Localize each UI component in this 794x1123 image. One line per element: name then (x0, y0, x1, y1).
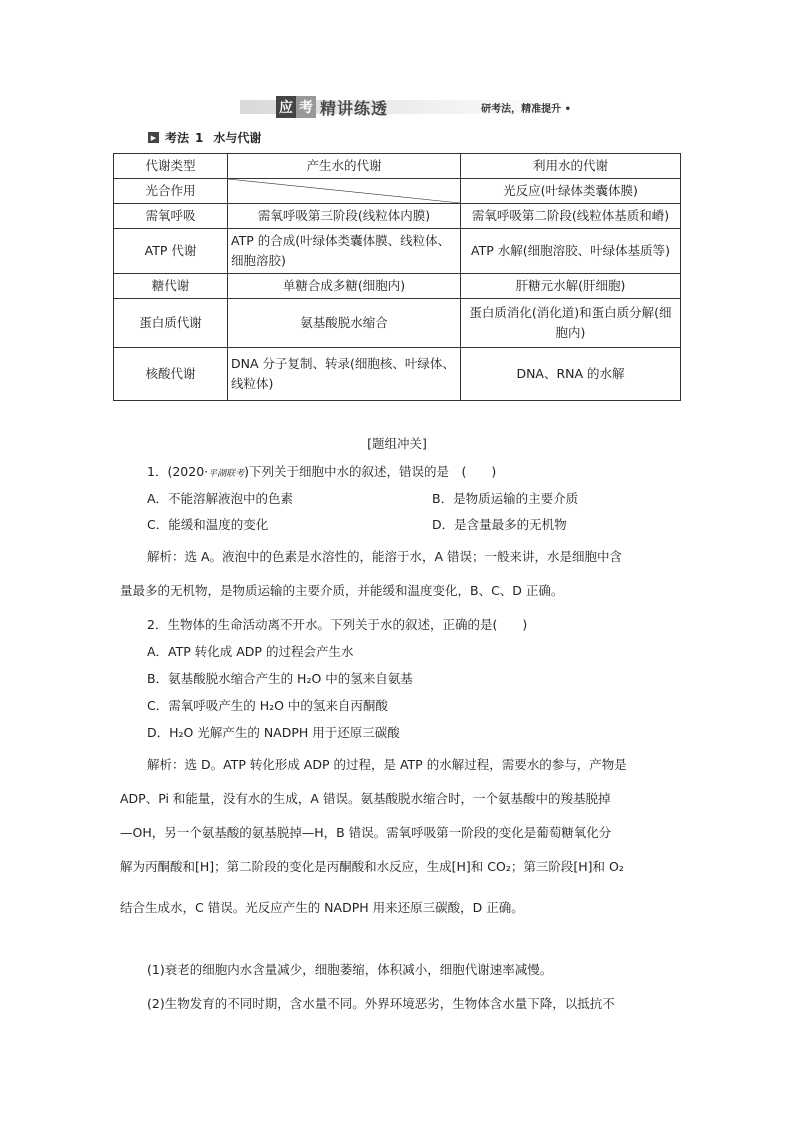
banner-kao: 考 (296, 96, 316, 118)
table-cell: 需氧呼吸第二阶段(线粒体基质和嵴) (461, 204, 681, 229)
q1-option-b: B．是物质运输的主要介质 (432, 491, 579, 506)
section-banner (230, 97, 575, 117)
q1-option-a: A．不能溶解液泡中的色素 (147, 491, 294, 506)
table-cell: 核酸代谢 (114, 348, 228, 401)
table-row (114, 274, 681, 299)
q1-option-c: C．能缓和温度的变化 (147, 517, 269, 532)
table-row (114, 179, 681, 204)
banner-ying: 应 (276, 96, 296, 118)
q2-option-c: C．需氧呼吸产生的 H₂O 中的氢来自丙酮酸 (147, 698, 388, 713)
table-cell: 肝糖元水解(肝细胞) (461, 274, 681, 299)
banner-slogan: 研考法，精准提升 • (481, 104, 571, 115)
table-cell: DNA 分子复制、转录(细胞核、叶绿体、线粒体) (228, 348, 461, 401)
diagonal-line (228, 179, 460, 203)
diagonal-empty-cell (228, 179, 461, 204)
table-cell: 光合作用 (114, 179, 228, 204)
table-cell: ATP 代谢 (114, 229, 228, 274)
q2-explanation-line: 解为丙酮酸和[H]；第二阶段的变化是丙酮酸和水反应，生成[H]和 CO₂；第三阶段[H]和 O₂ (120, 859, 624, 874)
q2-explanation-line: ADP、Pi 和能量，没有水的生成，A 错误。氨基酸脱水缩合时，一个氨基酸中的羧基脱掉 (120, 791, 611, 806)
note-paragraph: (2)生物发育的不同时期，含水量不同。外界环境恶劣，生物体含水量下降，以抵抗不 (147, 996, 615, 1011)
table-cell: ATP 的合成(叶绿体类囊体膜、线粒体、细胞溶胶) (228, 229, 461, 274)
table-cell: 单糖合成多糖(细胞内) (228, 274, 461, 299)
table-header-cell: 代谢类型 (114, 154, 228, 179)
table-cell: 需氧呼吸第三阶段(线粒体内膜) (228, 204, 461, 229)
method-heading (148, 129, 261, 146)
q1-explanation-line: 解析：选 A。液泡中的色素是水溶性的，能溶于水，A 错误；一般来讲，水是细胞中含 (147, 549, 623, 564)
q2-stem: 2．生物体的生命活动离不开水。下列关于水的叙述，正确的是( ) (147, 617, 528, 632)
method-label: 考法 (165, 131, 190, 145)
table-row (114, 299, 681, 348)
q1-stem (147, 462, 496, 480)
q1-explanation-line: 量最多的无机物，是物质运输的主要介质，并能缓和温度变化，B、C、D 正确。 (120, 583, 564, 598)
table-row (114, 229, 681, 274)
play-icon: ▶ (148, 132, 159, 143)
table-cell: 蛋白质代谢 (114, 299, 228, 348)
table-cell: 光反应(叶绿体类囊体膜) (461, 179, 681, 204)
q1-option-d: D．是含量最多的无机物 (432, 517, 567, 532)
q2-option-b: B．氨基酸脱水缩合产生的 H₂O 中的氢来自氨基 (147, 671, 413, 686)
q2-option-d: D．H₂O 光解产生的 NADPH 用于还原三碳酸 (147, 725, 400, 740)
table-header-cell: 利用水的代谢 (461, 154, 681, 179)
q2-explanation-line: 解析：选 D。ATP 转化形成 ADP 的过程，是 ATP 的水解过程，需要水的参与，产物是 (147, 757, 627, 772)
q2-option-a: A．ATP 转化成 ADP 的过程会产生水 (147, 644, 354, 659)
q2-explanation-line: 结合生成水，C 错误。光反应产生的 NADPH 用来还原三碳酸，D 正确。 (120, 900, 524, 915)
q1-stem-a: 1．(2020· (147, 464, 209, 479)
q1-source: 平湖联考 (208, 469, 245, 479)
table-cell: 需氧呼吸 (114, 204, 228, 229)
table-row (114, 348, 681, 401)
q2-explanation-line: —OH，另一个氨基酸的氨基脱掉—H，B 错误。需氧呼吸第一阶段的变化是葡萄糖氧化分 (120, 825, 612, 840)
table-row (114, 204, 681, 229)
table-cell: 糖代谢 (114, 274, 228, 299)
method-title: 水与代谢 (213, 131, 262, 145)
note-paragraph: (1)衰老的细胞内水含量减少，细胞萎缩，体积减小，细胞代谢速率减慢。 (147, 962, 553, 977)
method-number: 1 (195, 130, 204, 145)
metabolism-table (113, 153, 681, 401)
table-cell: 氨基酸脱水缩合 (228, 299, 461, 348)
table-cell: ATP 水解(细胞溶胶、叶绿体基质等) (461, 229, 681, 274)
table-cell: 蛋白质消化(消化道)和蛋白质分解(细胞内) (461, 299, 681, 348)
banner-rest: 精讲练透 (320, 98, 389, 118)
q1-stem-b: )下列关于细胞中水的叙述，错误的是 ( ) (244, 464, 497, 479)
banner-title (276, 97, 388, 117)
table-header-cell: 产生水的代谢 (228, 154, 461, 179)
table-cell: DNA、RNA 的水解 (461, 348, 681, 401)
group-title: [题组冲关] (367, 436, 427, 451)
table-header-row (114, 154, 681, 179)
